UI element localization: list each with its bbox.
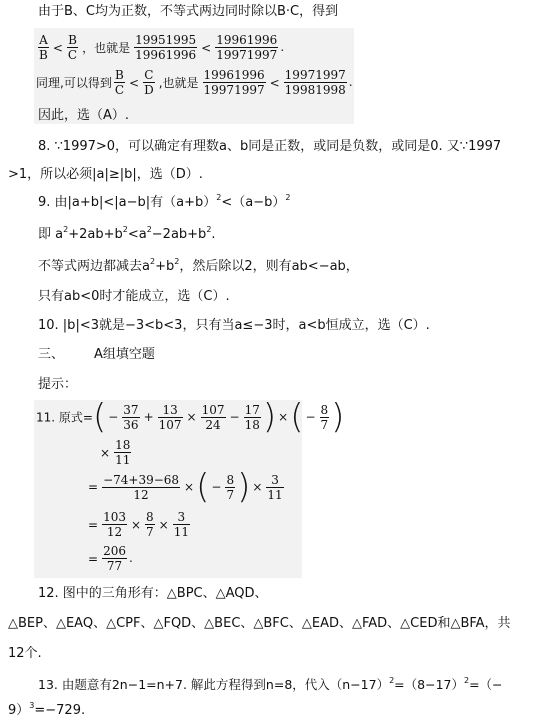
q10-text: 10. |b|<3就是−3<b<3，只有当a≤−3时，a<b恒成立，选（C）. <box>38 318 430 333</box>
fraction: $\frac{13}{107}$ <box>158 402 182 432</box>
q8-line1: 8. ∵1997>0，可以确定有理数a、b同是正数，或同是负数，或同是0. 又∵1997 <box>38 139 502 154</box>
q11-row2: × $\frac{18}{11}$ <box>100 438 131 467</box>
fraction: $\frac{17}{18}$ <box>244 402 260 432</box>
q11-row4: = $\frac{103}{12}$ × $\frac{8}{7}$ × $\frac{3}{11}$ <box>88 510 190 539</box>
q13-line1: 13. 由题意有2n−1=n+7. 解此方程得到n=8，代入$(n-17)^2=(8-17)^2=(-$ <box>38 676 503 692</box>
q8-line2: >1，所以必须|a|≥|b|，选（D）. <box>8 167 203 182</box>
q12-line2: △BEP、△EAQ、△CPF、△FQD、△BEC、△BFC、△EAD、△FAD、△CED和△BFA，共 <box>8 616 511 631</box>
fraction: $\frac{B}{C}$ <box>114 68 125 97</box>
fraction: $\frac{3}{11}$ <box>173 510 190 539</box>
q12-line1: 12. 图中的三角形有：△BPC、△AQD、 <box>38 586 268 601</box>
fraction: $\frac{C}{D}$ <box>144 68 154 97</box>
fraction: $\frac{-74+39-68}{12}$ <box>103 472 180 502</box>
block1-row2: 同理,可以得到 $\frac{B}{C}$ < $\frac{C}{D}$ ,也就是 $\frac{19961996}{19971997}$ < $\frac{19971997}{19981998}$ . <box>36 68 353 97</box>
fraction: $\frac{19961996}{19971997}$ <box>216 33 278 62</box>
q12-line3: 12个. <box>8 646 42 661</box>
fraction: $\frac{19951995}{19961996}$ <box>135 33 197 62</box>
hint-label: 提示： <box>38 377 78 392</box>
section-title: A组填空题 <box>94 347 155 362</box>
q9-line1: 9. 由|a+b|<|a−b|有$(a+b)^2<(a-b)^2$ <box>38 193 291 210</box>
fraction: $\frac{8}{7}$ <box>226 472 235 502</box>
q9-line3: 不等式两边都减去$a^2+b^2$，然后除以2，则有ab<−ab， <box>38 257 359 274</box>
fraction: $\frac{A}{B}$ <box>39 33 48 62</box>
fraction: $\frac{8}{7}$ <box>146 510 154 539</box>
fraction: $\frac{103}{12}$ <box>103 510 126 539</box>
fraction: $\frac{19971997}{19981998}$ <box>284 68 346 97</box>
fraction: $\frac{8}{7}$ <box>320 402 329 432</box>
q9-line4: 只有ab<0时才能成立，选（C）. <box>38 289 230 304</box>
block1-row3: 因此，选（A）. <box>38 108 130 123</box>
q9-line2: 即 $a^2+2ab+b^2<a^2-2ab+b^2$. <box>38 225 216 242</box>
block1-row1: $\frac{A}{B}$ < $\frac{B}{C}$ ，也就是 $\frac{19951995}{19961996}$ < $\frac{19961996}{19971997}$ . <box>39 33 285 62</box>
fraction: $\frac{206}{77}$ <box>103 544 126 573</box>
fraction: $\frac{18}{11}$ <box>115 438 131 467</box>
q13-line2: 9）$^3$=−729. <box>8 701 86 718</box>
section-number: 三、 <box>38 347 65 362</box>
q11-row3: = $\frac{-74+39-68}{12}$ ×( − $\frac{8}{7}$ ) × $\frac{3}{11}$ <box>88 467 283 507</box>
fraction: $\frac{37}{36}$ <box>123 402 139 432</box>
q11-row5: = $\frac{206}{77}$ . <box>88 544 133 573</box>
fraction: $\frac{19961996}{19971997}$ <box>203 68 265 97</box>
fraction: $\frac{B}{C}$ <box>67 33 78 62</box>
q11-row1: 11. 原式=( − $\frac{37}{36}$ + $\frac{13}{107}$ × $\frac{107}{24}$ − $\frac{17}{18}$ ) ×( − $\frac{8}{7}$ ) <box>36 397 345 437</box>
intro-text: 由于B、C均为正数，不等式两边同时除以B·C，得到 <box>38 4 339 19</box>
fraction: $\frac{3}{11}$ <box>267 472 283 502</box>
fraction: $\frac{107}{24}$ <box>201 402 225 432</box>
